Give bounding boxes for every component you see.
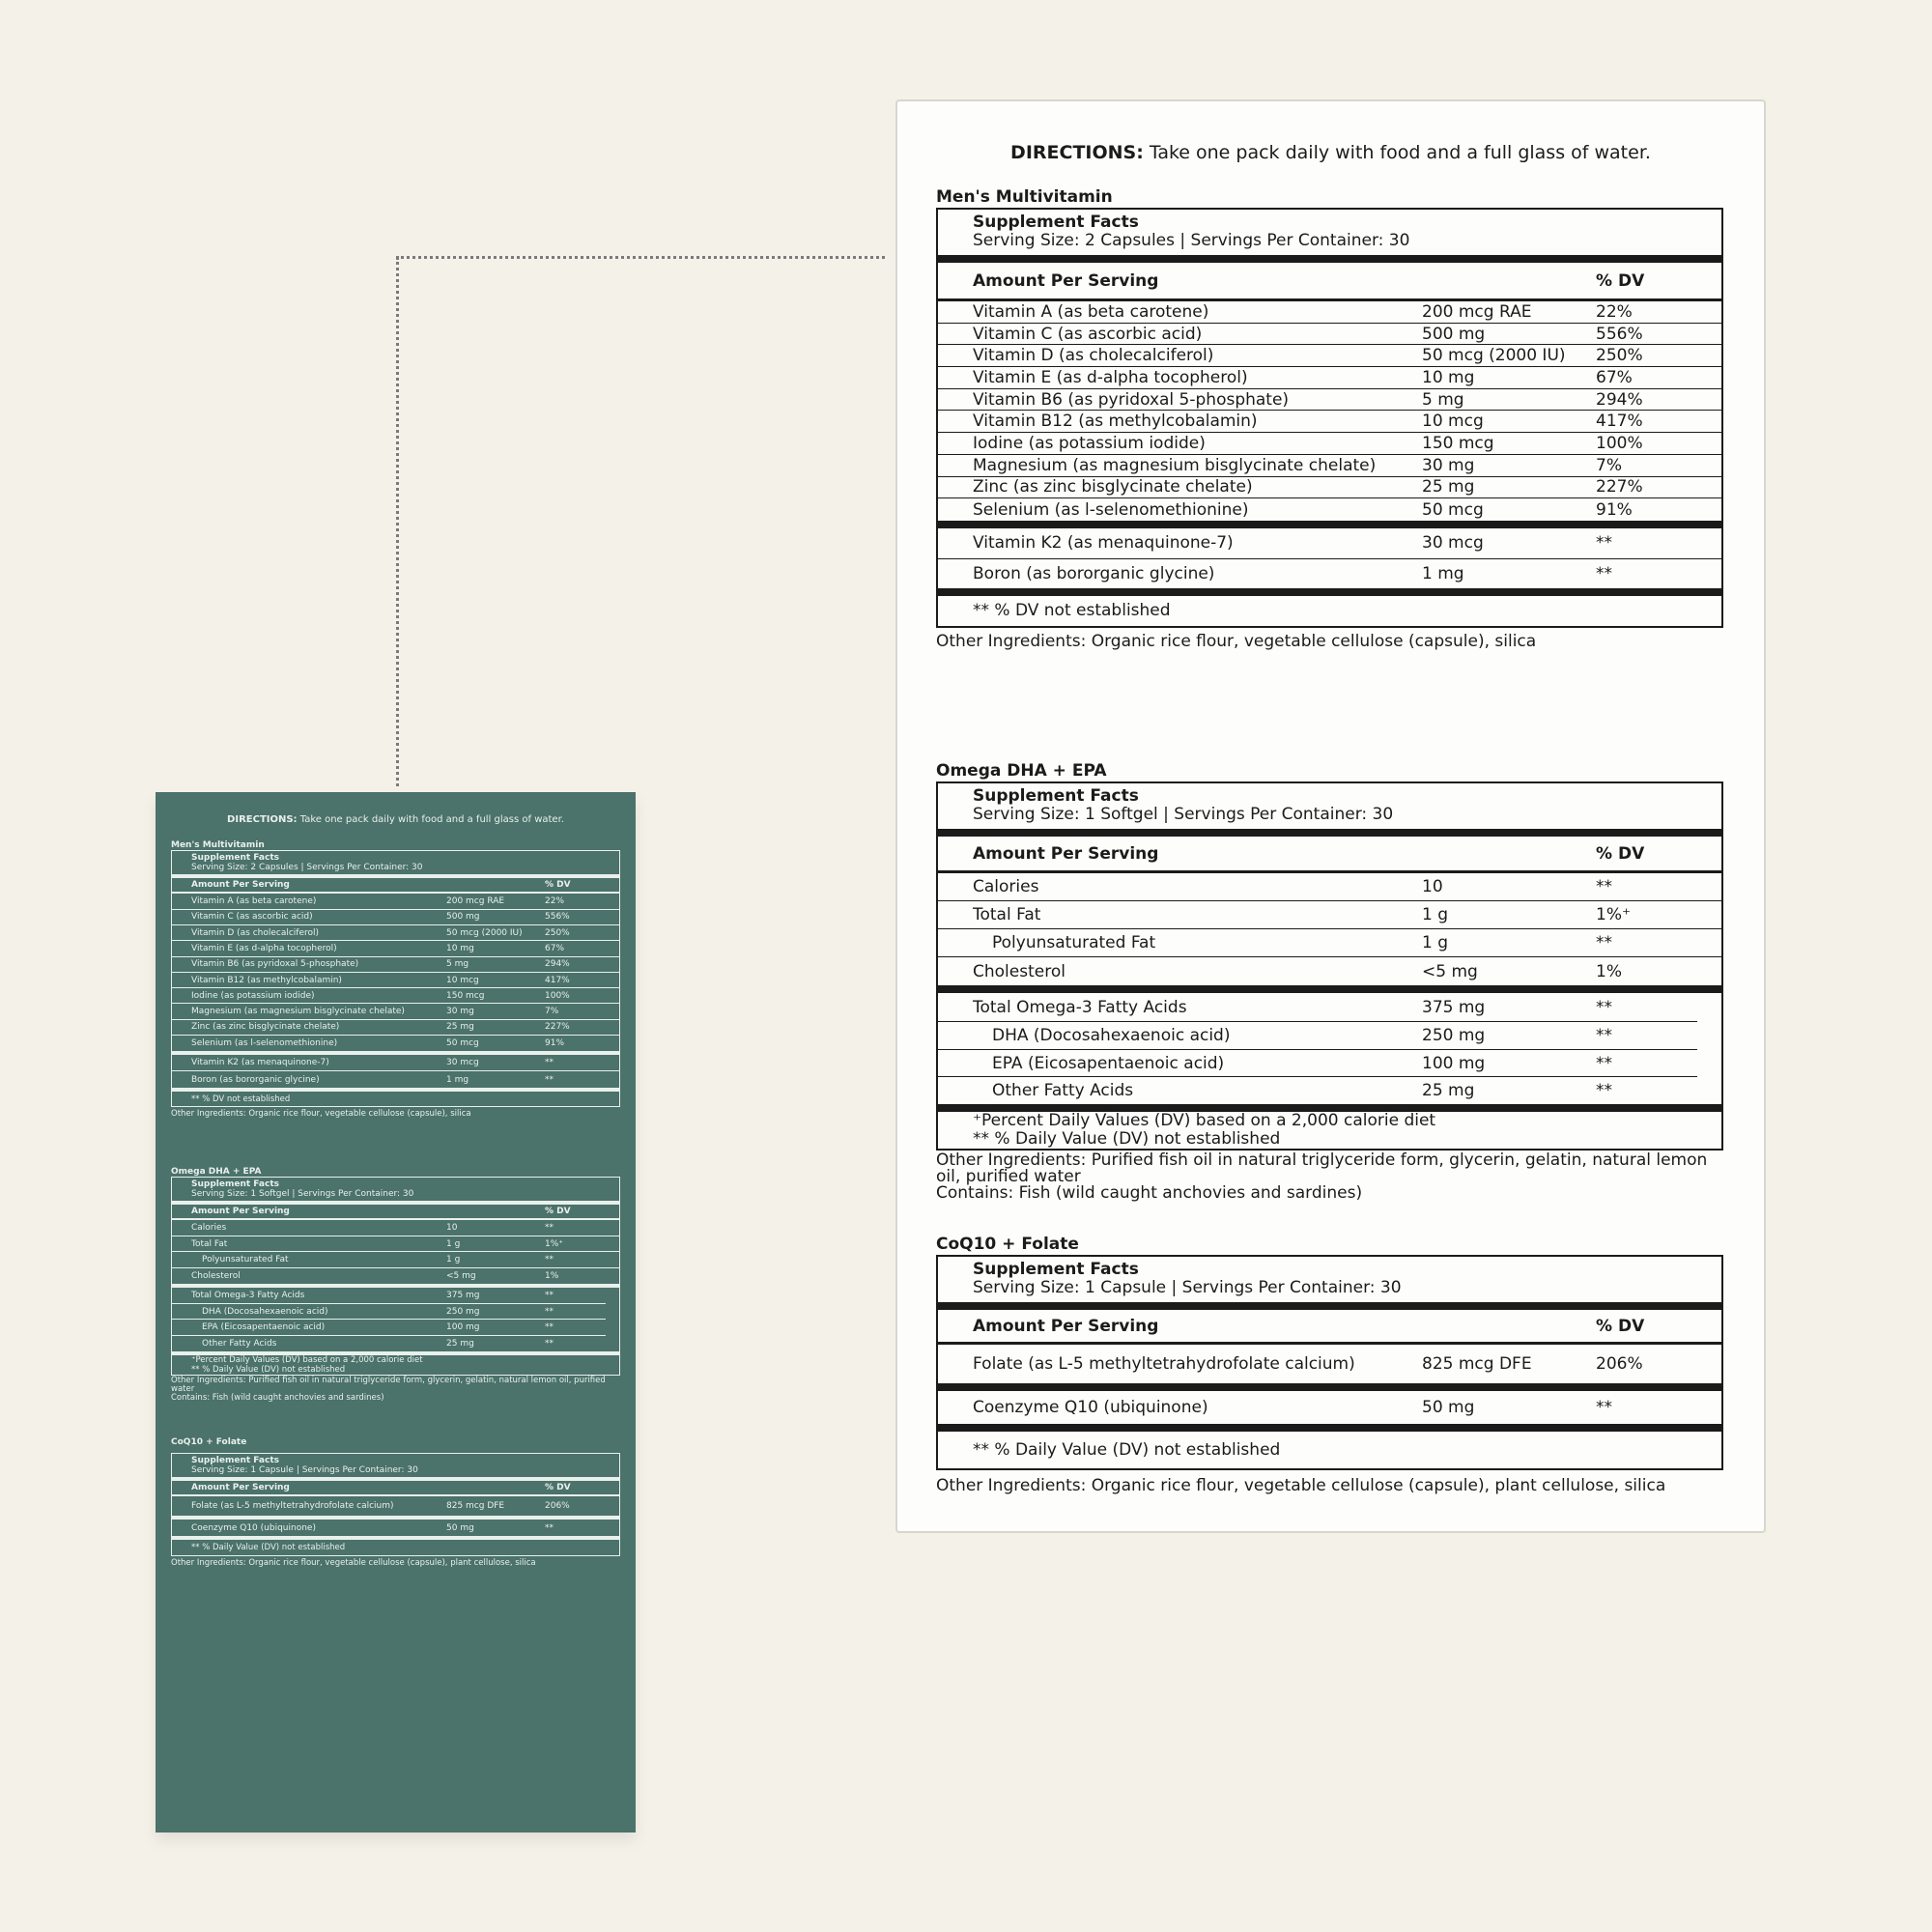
nutrient-row <box>172 925 619 941</box>
nutrient-name: Polyunsaturated Fat <box>992 933 1156 952</box>
section-mens-multivitamin <box>936 187 1723 650</box>
section-title: Omega DHA + EPA <box>936 761 1107 781</box>
table-header: Amount Per Serving % DV <box>938 1310 1721 1345</box>
nutrient-name: Vitamin E (as d-alpha tocopherol) <box>191 943 337 953</box>
nutrient-dv: 227% <box>1596 477 1643 497</box>
facts-header: Supplement Facts Serving Size: 1 Softgel | Servings Per Container: 30 <box>973 786 1394 824</box>
nutrient-row <box>938 873 1721 901</box>
nutrient-row <box>938 528 1721 559</box>
nutrient-row <box>172 941 619 956</box>
nutrient-name: Vitamin B6 (as pyridoxal 5-phosphate) <box>973 389 1290 410</box>
nutrient-dv: ** <box>1596 1398 1612 1417</box>
nutrient-amount: 25 mg <box>446 1339 474 1350</box>
nutrient-row <box>938 324 1721 346</box>
nutrient-row <box>172 1236 619 1253</box>
nutrient-row <box>938 301 1721 324</box>
nutrient-dv: 250% <box>1596 346 1643 366</box>
nutrient-dv: 294% <box>1596 389 1643 410</box>
supplement-facts-box <box>936 208 1723 628</box>
nutrient-amount: 250 mg <box>1422 1026 1486 1045</box>
nutrient-name: Total Fat <box>973 905 1041 924</box>
nutrient-dv: ** <box>1596 997 1612 1017</box>
nutrient-dv: ** <box>545 1322 554 1333</box>
nutrient-name: Total Fat <box>191 1238 228 1249</box>
nutrient-dv: ** <box>1596 877 1612 896</box>
nutrient-row <box>172 1320 606 1336</box>
nutrient-amount: 30 mg <box>446 1007 474 1017</box>
nutrient-row <box>172 1268 619 1285</box>
facts-header: Supplement Facts Serving Size: 1 Softgel | Servings Per Container: 30 <box>191 1179 414 1199</box>
nutrient-amount: 150 mcg <box>1422 433 1494 453</box>
table-header: Amount Per Serving % DV <box>938 837 1721 873</box>
facts-header: Supplement Facts Serving Size: 1 Capsule | Servings Per Container: 30 <box>973 1260 1402 1297</box>
nutrient-dv: 556% <box>1596 324 1643 344</box>
nutrient-amount: 200 mcg RAE <box>446 896 505 907</box>
nutrient-row <box>938 345 1721 367</box>
nutrient-name: Calories <box>973 877 1039 896</box>
label-thumbnail <box>156 792 636 1833</box>
other-ingredients: Other Ingredients: Organic rice flour, vegetable cellulose (capsule), silica <box>936 631 1537 651</box>
nutrient-name: Polyunsaturated Fat <box>202 1255 289 1265</box>
nutrient-name: Total Omega-3 Fatty Acids <box>191 1291 305 1301</box>
nutrient-amount: 50 mcg (2000 IU) <box>446 927 523 938</box>
contains-note: Contains: Fish (wild caught anchovies and sardines) <box>936 1183 1363 1203</box>
nutrient-row <box>938 1050 1697 1077</box>
other-ingredients: Other Ingredients: Organic rice flour, vegetable cellulose (capsule), plant cellulose, silica <box>936 1476 1666 1495</box>
footnote: ** % DV not established <box>973 600 1171 620</box>
nutrient-amount: 500 mg <box>1422 324 1486 344</box>
nutrient-name: Zinc (as zinc bisglycinate chelate) <box>973 477 1253 497</box>
nutrient-row <box>172 1304 606 1321</box>
nutrient-name: Vitamin K2 (as menaquinone-7) <box>191 1058 329 1068</box>
nutrient-name: Vitamin E (as d-alpha tocopherol) <box>973 367 1248 387</box>
nutrient-row <box>172 894 619 909</box>
nutrient-row <box>938 957 1721 985</box>
nutrient-row <box>938 1022 1697 1050</box>
nutrient-name: Other Fatty Acids <box>992 1081 1134 1100</box>
nutrient-name: Vitamin D (as cholecalciferol) <box>191 927 320 938</box>
nutrient-amount: 1 g <box>446 1238 461 1249</box>
footnote: ⁺Percent Daily Values (DV) based on a 2,000 calorie diet <box>973 1111 1436 1130</box>
nutrient-row <box>172 1004 619 1019</box>
nutrient-name: Selenium (as l-selenomethionine) <box>191 1038 338 1049</box>
nutrient-row <box>938 559 1721 588</box>
nutrient-dv: 100% <box>1596 433 1643 453</box>
nutrient-name: Magnesium (as magnesium bisglycinate chelate) <box>191 1007 405 1017</box>
nutrient-amount: 50 mcg <box>1422 499 1484 520</box>
directions: DIRECTIONS: Take one pack daily with food and a full glass of water. <box>227 814 564 825</box>
nutrient-dv: ** <box>545 1255 554 1265</box>
table-header: Amount Per Serving % DV <box>172 878 619 894</box>
nutrient-row <box>938 1077 1721 1104</box>
nutrient-dv: 206% <box>545 1501 570 1512</box>
nutrient-amount: 10 mg <box>1422 367 1475 387</box>
nutrient-dv: 206% <box>1596 1354 1643 1374</box>
nutrient-row <box>938 411 1721 433</box>
nutrient-dv: 91% <box>545 1038 565 1049</box>
footnote: ⁺Percent Daily Values (DV) based on a 2,000 calorie diet <box>191 1355 423 1366</box>
nutrient-amount: 25 mg <box>1422 1081 1475 1100</box>
nutrient-row <box>938 1391 1721 1424</box>
section-coq10 <box>171 1437 620 1568</box>
supplement-facts-box <box>171 850 620 1107</box>
nutrient-row <box>172 1055 619 1071</box>
nutrient-dv: ** <box>1596 1053 1612 1073</box>
directions: DIRECTIONS: Take one pack daily with food and a full glass of water. <box>1010 142 1651 163</box>
nutrient-row <box>938 993 1697 1022</box>
nutrient-amount: 100 mg <box>1422 1053 1486 1073</box>
nutrient-dv: 91% <box>1596 499 1633 520</box>
connector-line-vertical <box>396 257 399 786</box>
nutrient-amount: 100 mg <box>446 1322 480 1333</box>
nutrient-name: EPA (Eicosapentaenoic acid) <box>992 1053 1225 1073</box>
nutrient-amount: 10 mcg <box>1422 412 1484 432</box>
nutrient-row <box>938 929 1721 957</box>
nutrient-dv: 22% <box>1596 301 1633 322</box>
nutrient-amount: <5 mg <box>1422 961 1478 981</box>
nutrient-amount: 150 mcg <box>446 990 485 1001</box>
nutrient-name: DHA (Docosahexaenoic acid) <box>992 1026 1231 1045</box>
footnote: ** % Daily Value (DV) not established <box>191 1365 346 1376</box>
section-mens-multivitamin <box>171 840 620 1119</box>
supplement-facts-box <box>171 1453 620 1556</box>
nutrient-name: Vitamin A (as beta carotene) <box>191 896 317 907</box>
nutrient-name: Coenzyme Q10 (ubiquinone) <box>191 1522 316 1533</box>
nutrient-amount: 825 mcg DFE <box>446 1501 505 1512</box>
nutrient-row <box>938 433 1721 455</box>
supplement-facts-box <box>936 781 1723 1151</box>
nutrient-dv: ** <box>1596 1026 1612 1045</box>
nutrient-amount: 200 mcg RAE <box>1422 301 1532 322</box>
nutrient-amount: 1 mg <box>1422 563 1464 583</box>
footnote: ** % Daily Value (DV) not established <box>973 1440 1281 1460</box>
table-header: Amount Per Serving % DV <box>172 1481 619 1496</box>
section-title: CoQ10 + Folate <box>171 1437 247 1447</box>
nutrient-amount: 10 mcg <box>446 975 479 985</box>
nutrient-name: Coenzyme Q10 (ubiquinone) <box>973 1398 1208 1417</box>
nutrient-name: Vitamin C (as ascorbic acid) <box>191 912 313 923</box>
table-header: Amount Per Serving % DV <box>172 1205 619 1220</box>
nutrient-amount: <5 mg <box>446 1271 476 1282</box>
nutrient-amount: 825 mcg DFE <box>1422 1354 1532 1374</box>
facts-header: Supplement Facts Serving Size: 2 Capsules | Servings Per Container: 30 <box>973 213 1410 250</box>
section-title: CoQ10 + Folate <box>936 1235 1079 1254</box>
contains-note: Contains: Fish (wild caught anchovies and sardines) <box>171 1393 384 1404</box>
nutrient-row <box>172 973 619 988</box>
nutrient-name: Cholesterol <box>973 961 1065 981</box>
nutrient-amount: 5 mg <box>1422 389 1464 410</box>
table-header: Amount Per Serving % DV <box>938 263 1721 301</box>
nutrient-amount: 50 mg <box>1422 1398 1475 1417</box>
nutrient-name: Vitamin C (as ascorbic acid) <box>973 324 1203 344</box>
nutrient-name: Total Omega-3 Fatty Acids <box>973 997 1187 1017</box>
nutrient-dv: ** <box>1596 1081 1612 1100</box>
nutrient-dv: ** <box>1596 533 1612 554</box>
label-detail <box>895 99 1766 1533</box>
footnote: ** % DV not established <box>191 1094 291 1105</box>
nutrient-dv: 417% <box>545 975 570 985</box>
nutrient-name: Vitamin D (as cholecalciferol) <box>973 346 1214 366</box>
nutrient-dv: ** <box>1596 933 1612 952</box>
nutrient-dv: 1% <box>545 1271 559 1282</box>
supplement-facts-box <box>936 1255 1723 1470</box>
nutrient-name: Magnesium (as magnesium bisglycinate chelate) <box>973 455 1377 475</box>
nutrient-dv: ** <box>545 1223 554 1234</box>
nutrient-amount: 250 mg <box>446 1306 480 1317</box>
nutrient-row <box>938 498 1721 521</box>
nutrient-amount: 30 mg <box>1422 455 1475 475</box>
nutrient-name: Iodine (as potassium iodide) <box>973 433 1206 453</box>
nutrient-amount: 50 mcg (2000 IU) <box>1422 346 1566 366</box>
nutrient-dv: 1% <box>1596 961 1622 981</box>
nutrient-dv: 250% <box>545 927 570 938</box>
nutrient-amount: 500 mg <box>446 912 480 923</box>
other-ingredients: Other Ingredients: Organic rice flour, vegetable cellulose (capsule), silica <box>171 1109 471 1120</box>
nutrient-row <box>172 1020 619 1036</box>
nutrient-amount: 375 mg <box>446 1291 480 1301</box>
nutrient-amount: 1 mg <box>446 1074 469 1085</box>
nutrient-amount: 25 mg <box>446 1022 474 1033</box>
nutrient-dv: 1%⁺ <box>545 1238 564 1249</box>
section-title: Omega DHA + EPA <box>171 1167 262 1177</box>
facts-header: Supplement Facts Serving Size: 2 Capsules | Servings Per Container: 30 <box>191 853 423 872</box>
nutrient-row <box>172 1520 619 1536</box>
nutrient-amount: 375 mg <box>1422 997 1486 1017</box>
nutrient-name: Vitamin B12 (as methylcobalamin) <box>191 975 342 985</box>
nutrient-name: Vitamin A (as beta carotene) <box>973 301 1209 322</box>
nutrient-dv: ** <box>545 1291 554 1301</box>
nutrient-name: Zinc (as zinc bisglycinate chelate) <box>191 1022 340 1033</box>
supplement-facts-box <box>171 1177 620 1376</box>
nutrient-row <box>172 957 619 973</box>
nutrient-name: Cholesterol <box>191 1271 241 1282</box>
nutrient-name: Vitamin B12 (as methylcobalamin) <box>973 412 1258 432</box>
other-ingredients: Other Ingredients: Purified fish oil in natural triglyceride form, glycerin, gelatin, natural lemon oil, purified water <box>936 1151 1708 1186</box>
nutrient-amount: 5 mg <box>446 959 469 970</box>
section-omega <box>171 1167 620 1403</box>
nutrient-row <box>938 1345 1721 1383</box>
nutrient-amount: 50 mcg <box>446 1038 479 1049</box>
nutrient-dv: ** <box>545 1058 554 1068</box>
nutrient-dv: 67% <box>1596 367 1633 387</box>
nutrient-amount: 25 mg <box>1422 477 1475 497</box>
nutrient-dv: 22% <box>545 896 565 907</box>
nutrient-amount: 50 mg <box>446 1522 474 1533</box>
nutrient-amount: 30 mcg <box>1422 533 1484 554</box>
nutrient-row <box>938 455 1721 477</box>
connector-line-horizontal <box>396 256 885 259</box>
nutrient-row <box>938 477 1721 499</box>
nutrient-name: Vitamin B6 (as pyridoxal 5-phosphate) <box>191 959 359 970</box>
nutrient-dv: 7% <box>545 1007 559 1017</box>
nutrient-dv: 556% <box>545 912 570 923</box>
nutrient-row <box>938 367 1721 389</box>
nutrient-row <box>938 389 1721 412</box>
footnote: ** % Daily Value (DV) not established <box>191 1543 346 1553</box>
nutrient-name: Selenium (as l-selenomethionine) <box>973 499 1249 520</box>
nutrient-row <box>172 1496 619 1516</box>
other-ingredients: Other Ingredients: Purified fish oil in natural triglyceride form, glycerin, gelatin, natural lemon oil, purified water <box>171 1376 606 1395</box>
nutrient-amount: 1 g <box>446 1255 461 1265</box>
footnote: ** % Daily Value (DV) not established <box>973 1129 1281 1149</box>
nutrient-amount: 1 g <box>1422 905 1449 924</box>
nutrient-dv: ** <box>545 1522 554 1533</box>
nutrient-dv: 294% <box>545 959 570 970</box>
nutrient-row <box>172 910 619 925</box>
section-omega <box>936 761 1723 1202</box>
nutrient-row <box>938 901 1721 929</box>
nutrient-dv: 227% <box>545 1022 570 1033</box>
nutrient-row <box>172 1252 619 1268</box>
nutrient-amount: 10 mg <box>446 943 474 953</box>
nutrient-name: Calories <box>191 1223 227 1234</box>
nutrient-row <box>172 988 619 1004</box>
nutrient-name: Vitamin K2 (as menaquinone-7) <box>973 533 1234 554</box>
nutrient-name: Boron (as bororganic glycine) <box>973 563 1215 583</box>
section-coq10 <box>936 1235 1723 1494</box>
nutrient-row <box>172 1288 606 1304</box>
nutrient-name: Folate (as L-5 methyltetrahydrofolate calcium) <box>191 1501 394 1512</box>
other-ingredients: Other Ingredients: Organic rice flour, vegetable cellulose (capsule), plant cellulose, silica <box>171 1558 536 1569</box>
nutrient-row <box>172 1036 619 1051</box>
nutrient-amount: 10 <box>446 1223 458 1234</box>
nutrient-name: Folate (as L-5 methyltetrahydrofolate calcium) <box>973 1354 1355 1374</box>
facts-header: Supplement Facts Serving Size: 1 Capsule | Servings Per Container: 30 <box>191 1456 418 1475</box>
nutrient-dv: ** <box>1596 563 1612 583</box>
nutrient-row <box>172 1071 619 1088</box>
nutrient-name: EPA (Eicosapentaenoic acid) <box>202 1322 326 1333</box>
nutrient-dv: 67% <box>545 943 565 953</box>
nutrient-name: Iodine (as potassium iodide) <box>191 990 315 1001</box>
nutrient-row <box>172 1220 619 1236</box>
section-title: Men's Multivitamin <box>936 187 1113 207</box>
nutrient-name: Boron (as bororganic glycine) <box>191 1074 320 1085</box>
nutrient-amount: 30 mcg <box>446 1058 479 1068</box>
nutrient-name: DHA (Docosahexaenoic acid) <box>202 1306 328 1317</box>
nutrient-row <box>172 1336 619 1352</box>
nutrient-dv: 417% <box>1596 412 1643 432</box>
nutrient-dv: 1%⁺ <box>1596 905 1631 924</box>
nutrient-dv: ** <box>545 1306 554 1317</box>
nutrient-dv: ** <box>545 1339 554 1350</box>
nutrient-name: Other Fatty Acids <box>202 1339 277 1350</box>
nutrient-dv: 7% <box>1596 455 1622 475</box>
nutrient-amount: 10 <box>1422 877 1443 896</box>
nutrient-dv: 100% <box>545 990 570 1001</box>
nutrient-dv: ** <box>545 1074 554 1085</box>
section-title: Men's Multivitamin <box>171 840 265 850</box>
nutrient-amount: 1 g <box>1422 933 1449 952</box>
